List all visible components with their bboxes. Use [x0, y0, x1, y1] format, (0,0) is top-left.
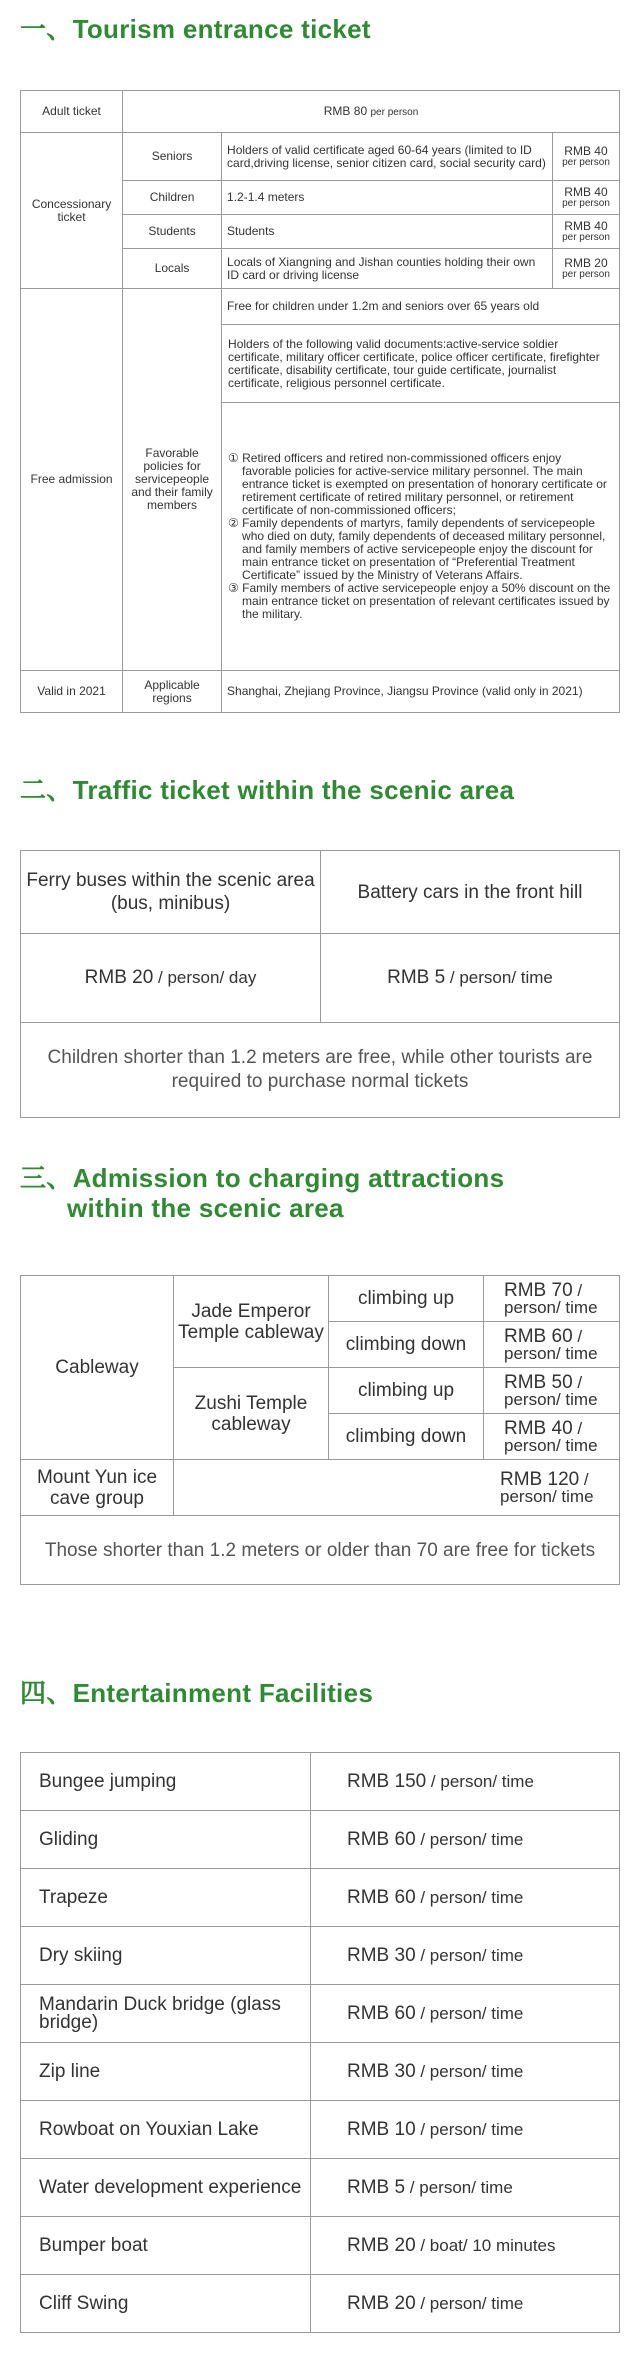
price-unit: / person/ time — [426, 1771, 534, 1791]
concession-price — [552, 133, 619, 181]
zushi-up-price — [484, 1368, 620, 1414]
entertainment-table — [20, 1752, 620, 2333]
price-unit: per person — [562, 197, 610, 209]
favorable-policies-label: Favorable policies for servicepeople and their family members — [123, 289, 222, 671]
adult-price-amount: RMB 80 — [323, 103, 368, 118]
facility-row — [21, 2101, 620, 2159]
facility-name: Gliding — [21, 1811, 311, 1869]
traffic-price-row — [21, 934, 620, 1023]
price-unit: / boat/ 10 minutes — [415, 2235, 556, 2255]
price-unit: / person/ time — [415, 2293, 524, 2313]
concession-description: Students — [222, 215, 553, 249]
regions-label: Applicable regions — [123, 671, 222, 713]
facility-price — [311, 2217, 620, 2275]
price-amount: RMB 5 — [387, 967, 446, 988]
concession-category: Children — [123, 181, 222, 215]
concession-label: Concessionary ticket — [21, 133, 123, 289]
valid-label: Valid in 2021 — [21, 671, 123, 713]
facility-name: Rowboat on Youxian Lake — [21, 2101, 311, 2159]
ice-cave-label: Mount Yun ice cave group — [21, 1460, 174, 1516]
price-amount: RMB 40 — [564, 184, 608, 199]
price-amount: RMB 40 — [564, 143, 608, 158]
facility-name: Dry skiing — [21, 1927, 311, 1985]
price-amount: RMB 10 — [347, 2118, 416, 2140]
attractions-note: Those shorter than 1.2 meters or older than 70 are free for tickets — [21, 1516, 620, 1585]
section-title-entertainment: 四、Entertainment Facilities — [20, 1678, 374, 1708]
concession-description: 1.2-1.4 meters — [222, 181, 553, 215]
section-title-entrance: 一、Tourism entrance ticket — [20, 14, 371, 44]
facility-price — [311, 1869, 620, 1927]
traffic-note-row — [21, 1023, 620, 1118]
facility-row — [21, 2275, 620, 2333]
facility-name: Water development experience — [21, 2159, 311, 2217]
adult-price — [123, 91, 620, 133]
facility-price — [311, 1927, 620, 1985]
price-unit: / person/ time — [415, 1829, 524, 1849]
ice-cave-price — [174, 1460, 620, 1516]
price-amount: RMB 60 — [504, 1325, 573, 1347]
price-unit: per person — [562, 231, 610, 243]
ice-cave-row — [21, 1460, 620, 1516]
facility-name: Zip line — [21, 2043, 311, 2101]
concession-row — [21, 133, 620, 181]
facility-row — [21, 2043, 620, 2101]
price-unit: / person/ time — [500, 1469, 594, 1506]
section-title-line: within the scenic area — [67, 1193, 344, 1223]
facility-price — [311, 1753, 620, 1811]
battery-car-header: Battery cars in the front hill — [321, 851, 620, 934]
attractions-table — [20, 1275, 620, 1585]
entrance-ticket-table — [20, 90, 620, 713]
concession-category: Seniors — [123, 133, 222, 181]
facility-price — [311, 2275, 620, 2333]
zushi-down-price — [484, 1414, 620, 1460]
facility-price — [311, 2101, 620, 2159]
facility-row — [21, 1985, 620, 2043]
valid-row — [21, 671, 620, 713]
price-unit: / person/ time — [415, 1887, 524, 1907]
concession-description: Locals of Xiangning and Jishan counties holding their own ID card or driving license — [222, 249, 553, 289]
facility-name: Mandarin Duck bridge (glass bridge) — [21, 1985, 311, 2043]
section-title-attractions — [20, 1163, 504, 1223]
jade-emperor-cableway: Jade Emperor Temple cableway — [174, 1276, 329, 1368]
price-unit: / person/ time — [504, 1280, 598, 1317]
facility-price — [311, 1811, 620, 1869]
concession-category: Students — [123, 215, 222, 249]
traffic-note: Children shorter than 1.2 meters are free, while other tourists are required to purchase normal tickets — [21, 1023, 620, 1118]
climbing-down-label: climbing down — [329, 1414, 484, 1460]
climbing-up-label: climbing up — [329, 1276, 484, 1322]
regions-value: Shanghai, Zhejiang Province, Jiangsu Province (valid only in 2021) — [222, 671, 620, 713]
ferry-bus-header: Ferry buses within the scenic area (bus, minibus) — [21, 851, 321, 934]
attractions-note-row — [21, 1516, 620, 1585]
cableway-label: Cableway — [21, 1276, 174, 1460]
adult-row — [21, 91, 620, 133]
price-unit: / person/ time — [415, 1945, 524, 1965]
military-policy-item: ③ Family members of active servicepeople enjoy a 50% discount on the main entrance ticket on presentation of relevant certificates issued by the military. — [228, 581, 611, 621]
adult-label: Adult ticket — [21, 91, 123, 133]
price-unit: per person — [562, 268, 610, 280]
facility-row — [21, 2217, 620, 2275]
price-unit: / person/ time — [415, 2061, 524, 2081]
military-policy-item: ② Family dependents of martyrs, family dependents of servicepeople who died on duty, family dependents of deceased military personnel, and family members of active servicepeople enjoy the discount for main entrance ticket on presentation of “Preferential Treatment Certificate” issued by the Ministry of Veterans Affairs. — [228, 516, 606, 582]
price-amount: RMB 60 — [347, 2002, 416, 2024]
traffic-header-row — [21, 851, 620, 934]
free-admission-label: Free admission — [21, 289, 123, 671]
facility-row — [21, 2159, 620, 2217]
free-valid-documents: Holders of the following valid documents:active-service soldier certificate, military officer certificate, police officer certificate, firefighter certificate, disability certificate, tour guide certificate, journalist certificate, religious personnel certificate. — [222, 325, 620, 403]
price-amount: RMB 60 — [347, 1886, 416, 1908]
price-unit: / person/ time — [504, 1418, 598, 1455]
price-amount: RMB 20 — [347, 2234, 416, 2256]
price-amount: RMB 5 — [347, 2176, 406, 2198]
facility-name: Cliff Swing — [21, 2275, 311, 2333]
concession-price — [552, 181, 619, 215]
climbing-up-label: climbing up — [329, 1368, 484, 1414]
price-amount: RMB 120 — [500, 1468, 580, 1490]
free-children-seniors: Free for children under 1.2m and seniors over 65 years old — [222, 289, 620, 325]
battery-car-price — [321, 934, 620, 1023]
facility-price — [311, 1985, 620, 2043]
price-unit: / person/ time — [445, 968, 553, 987]
price-unit: / person/ day — [153, 968, 257, 987]
price-unit: / person/ time — [415, 2119, 524, 2139]
jade-up-price — [484, 1276, 620, 1322]
facility-price — [311, 2159, 620, 2217]
zushi-temple-cableway: Zushi Temple cableway — [174, 1368, 329, 1460]
facility-row — [21, 1869, 620, 1927]
facility-row — [21, 1811, 620, 1869]
facility-name: Bumper boat — [21, 2217, 311, 2275]
price-amount: RMB 70 — [504, 1279, 573, 1301]
jade-down-price — [484, 1322, 620, 1368]
price-unit: / person/ time — [504, 1326, 598, 1363]
price-unit: / person/ time — [415, 2003, 524, 2023]
price-unit: per person — [562, 156, 610, 168]
price-amount: RMB 40 — [564, 218, 608, 233]
price-amount: RMB 20 — [84, 967, 154, 988]
military-policy-list — [222, 403, 620, 671]
price-amount: RMB 30 — [347, 2060, 416, 2082]
price-amount: RMB 20 — [564, 255, 608, 270]
price-amount: RMB 60 — [347, 1828, 416, 1850]
price-unit: / person/ time — [504, 1372, 598, 1409]
facility-name: Trapeze — [21, 1869, 311, 1927]
price-amount: RMB 40 — [504, 1417, 573, 1439]
price-amount: RMB 20 — [347, 2292, 416, 2314]
price-amount: RMB 30 — [347, 1944, 416, 1966]
free-row — [21, 289, 620, 325]
traffic-ticket-table — [20, 850, 620, 1118]
concession-price — [552, 249, 619, 289]
adult-price-unit: per person — [370, 106, 419, 118]
climbing-down-label: climbing down — [329, 1322, 484, 1368]
ferry-bus-price — [21, 934, 321, 1023]
concession-description: Holders of valid certificate aged 60-64 years (limited to ID card,driving license, senior citizen card, social security card) — [222, 133, 553, 181]
cableway-row — [21, 1276, 620, 1322]
military-policy-item: ① Retired officers and retired non-commissioned officers enjoy favorable policies for active-service military personnel. The main entrance ticket is exempted on presentation of honorary certificate or retirement certificate of retired military personnel, or retirement certificate of non-commissioned officers; — [228, 451, 607, 517]
price-unit: / person/ time — [405, 2177, 513, 2197]
facility-row — [21, 1753, 620, 1811]
price-amount: RMB 50 — [504, 1371, 573, 1393]
section-title-line: 三、Admission to charging attractions — [20, 1163, 505, 1193]
section-title-traffic: 二、Traffic ticket within the scenic area — [20, 775, 515, 805]
concession-price — [552, 215, 619, 249]
concession-category: Locals — [123, 249, 222, 289]
facility-name: Bungee jumping — [21, 1753, 311, 1811]
facility-price — [311, 2043, 620, 2101]
price-amount: RMB 150 — [347, 1770, 427, 1792]
facility-row — [21, 1927, 620, 1985]
